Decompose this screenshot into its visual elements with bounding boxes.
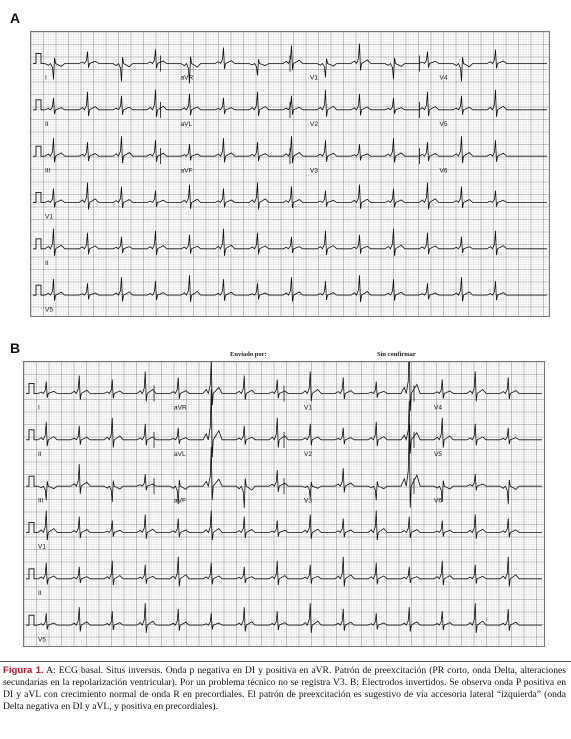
ecg-trace-line bbox=[44, 90, 547, 117]
caption-label: Figura 1. bbox=[3, 665, 44, 676]
lead-label: aVL bbox=[180, 121, 193, 129]
sent-by-label: Enviado por: bbox=[230, 351, 267, 358]
lead-label: V3 bbox=[304, 497, 312, 505]
lead-label: V5 bbox=[45, 306, 53, 314]
caption-divider bbox=[0, 661, 571, 662]
lead-label: II bbox=[45, 121, 49, 129]
lead-label: III bbox=[38, 497, 44, 505]
lead-label: I bbox=[38, 404, 40, 412]
panel-b-letter: B bbox=[10, 340, 21, 356]
panel-a-row-2 bbox=[33, 90, 547, 128]
lead-label: V6 bbox=[439, 167, 448, 175]
caption-text: A: ECG basal. Situs inversus. Onda p negativa en DI y positiva en aVR. Patrón de preexcitación (PR corto, onda Delta, alteraciones secundarias en la repolarización ventricular). Por un problema técnico no se registra V3. B: Electrodos invertidos. Se observa onda P positiva en DI y aVL con crecimiento normal de onda R en precordiales. El patrón de preexcitación es sugestivo de vía accesoria lateral “izquierda” (onda Delta negativa en DI y aVL, y positiva en precordiales). bbox=[3, 665, 566, 712]
figure-caption bbox=[3, 665, 566, 713]
lead-label: aVL bbox=[174, 451, 186, 459]
lead-label: II bbox=[38, 451, 42, 459]
lead-label: V1 bbox=[38, 543, 46, 551]
lead-label: V5 bbox=[434, 451, 442, 459]
lead-label: aVR bbox=[174, 404, 187, 412]
lead-label: aVF bbox=[180, 167, 193, 175]
lead-label: V1 bbox=[304, 404, 312, 412]
lead-label: V4 bbox=[434, 404, 442, 412]
lead-label: II bbox=[45, 260, 49, 268]
ecg-trace-line bbox=[44, 229, 547, 256]
ecg-trace-b bbox=[24, 362, 544, 646]
lead-label: V1 bbox=[45, 213, 53, 221]
ecg-grid bbox=[31, 32, 549, 316]
ecg-panel-b bbox=[23, 361, 545, 647]
ecg-trace-line bbox=[44, 182, 547, 209]
ecg-panel-a bbox=[30, 31, 550, 317]
unconfirmed-label: Sin confirmar bbox=[377, 351, 416, 358]
lead-label: V5 bbox=[439, 121, 448, 129]
lead-label: II bbox=[38, 590, 42, 598]
lead-label: V5 bbox=[38, 636, 46, 644]
ecg-trace-line bbox=[37, 603, 542, 633]
lead-label: V2 bbox=[304, 451, 312, 459]
lead-label: V2 bbox=[310, 121, 318, 129]
ecg-trace-line bbox=[37, 510, 542, 540]
ecg-trace-a bbox=[31, 32, 549, 316]
lead-label: I bbox=[45, 74, 47, 82]
lead-label: V4 bbox=[439, 74, 448, 82]
lead-label: V3 bbox=[310, 167, 318, 175]
lead-label: aVF bbox=[174, 497, 186, 505]
ecg-trace-line bbox=[44, 275, 547, 302]
lead-label: V6 bbox=[434, 497, 442, 505]
panel-a-letter: A bbox=[10, 10, 21, 26]
panel-a-row-4 bbox=[33, 182, 547, 220]
ecg-grid bbox=[24, 362, 544, 646]
lead-label: V1 bbox=[310, 74, 318, 82]
lead-label: aVR bbox=[180, 74, 194, 82]
lead-label: III bbox=[45, 167, 51, 175]
